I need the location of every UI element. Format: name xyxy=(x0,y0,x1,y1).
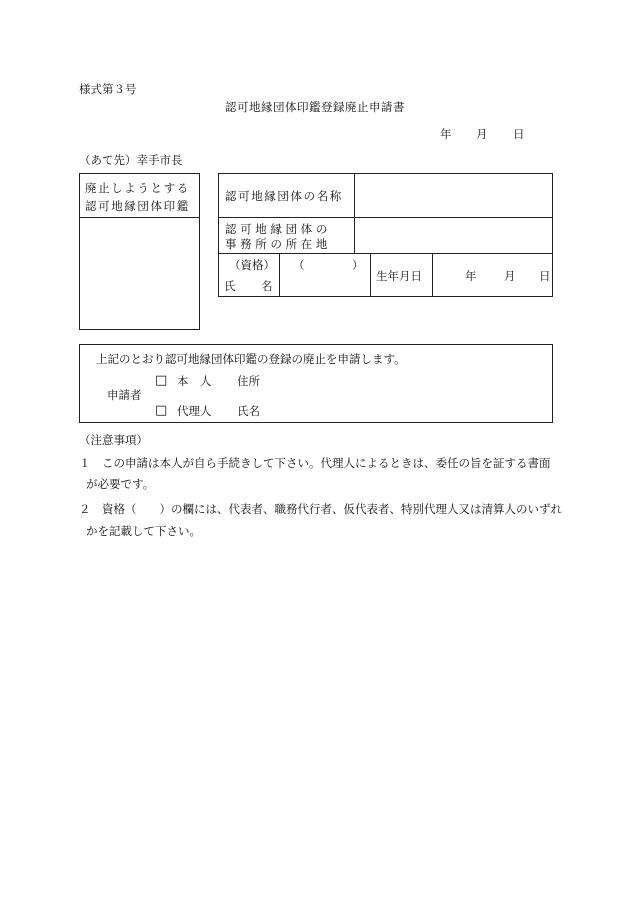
seal-impression-area[interactable] xyxy=(80,218,199,329)
seal-box-header xyxy=(80,174,199,218)
date-day: 日 xyxy=(513,127,525,141)
note-2-line1: ２ 資格（ ）の欄には、代表者、職務代行者、仮代表者、特別代理人又は清算人のいずれ xyxy=(79,502,562,516)
note-1-line1: １ この申請は本人が自ら手続きして下さい。代理人によるときは、委任の旨を証する書面 xyxy=(79,456,551,470)
declaration-box xyxy=(79,344,553,423)
birth-month-label: 月 xyxy=(504,269,516,283)
self-checkbox[interactable]: □ xyxy=(155,373,168,388)
document-title: 認可地縁団体印鑑登録廃止申請書 xyxy=(225,100,405,114)
note-2-line2: かを記載して下さい。 xyxy=(86,524,201,538)
date-year: 年 xyxy=(440,127,452,141)
name-label: 氏名 xyxy=(237,404,260,418)
birth-day-label: 日 xyxy=(539,269,551,283)
qualification-paren-open: （ xyxy=(293,258,305,272)
agent-checkbox[interactable]: □ xyxy=(155,403,168,418)
office-address-field[interactable] xyxy=(355,218,552,253)
note-1-line2: が必要です。 xyxy=(86,477,155,491)
office-address-label-line1: 認 可 地 縁 団 体 の xyxy=(225,222,328,236)
birthdate-field[interactable] xyxy=(433,254,552,296)
qualification-name-field[interactable] xyxy=(280,254,370,296)
applicant-label: 申請者 xyxy=(107,388,142,402)
agent-label: 代理人 xyxy=(177,404,212,418)
qualification-paren-close: ） xyxy=(352,258,364,272)
form-number: 様式第３号 xyxy=(79,82,137,96)
table-divider xyxy=(370,253,371,296)
seal-box xyxy=(79,173,200,330)
name-field[interactable] xyxy=(355,174,552,217)
address-field[interactable] xyxy=(265,372,545,388)
person-name-label-2: 名 xyxy=(261,279,273,293)
qualification-label: （資格） xyxy=(229,258,275,272)
organization-info-table xyxy=(218,173,553,297)
notes-header: （注意事項） xyxy=(79,433,148,447)
date-month: 月 xyxy=(476,127,488,141)
addressee: （あて先）幸手市長 xyxy=(79,153,183,167)
birthdate-label: 生年月日 xyxy=(376,269,422,283)
declaration-text: 上記のとおり認可地縁団体印鑑の登録の廃止を申請します。 xyxy=(96,352,406,366)
address-label: 住所 xyxy=(237,374,260,388)
name-label: 認可地縁団体の名称 xyxy=(225,189,343,203)
self-label: 本 人 xyxy=(177,374,212,388)
seal-box-label-line1: 廃止しようとする xyxy=(85,181,190,195)
person-name-label-1: 氏 xyxy=(224,279,236,293)
office-address-label-line2: 事 務 所 の 所 在 地 xyxy=(225,237,328,251)
birth-year-label: 年 xyxy=(465,269,477,283)
seal-box-label-line2: 認可地縁団体印鑑 xyxy=(85,199,190,213)
applicant-name-field[interactable] xyxy=(265,402,545,418)
